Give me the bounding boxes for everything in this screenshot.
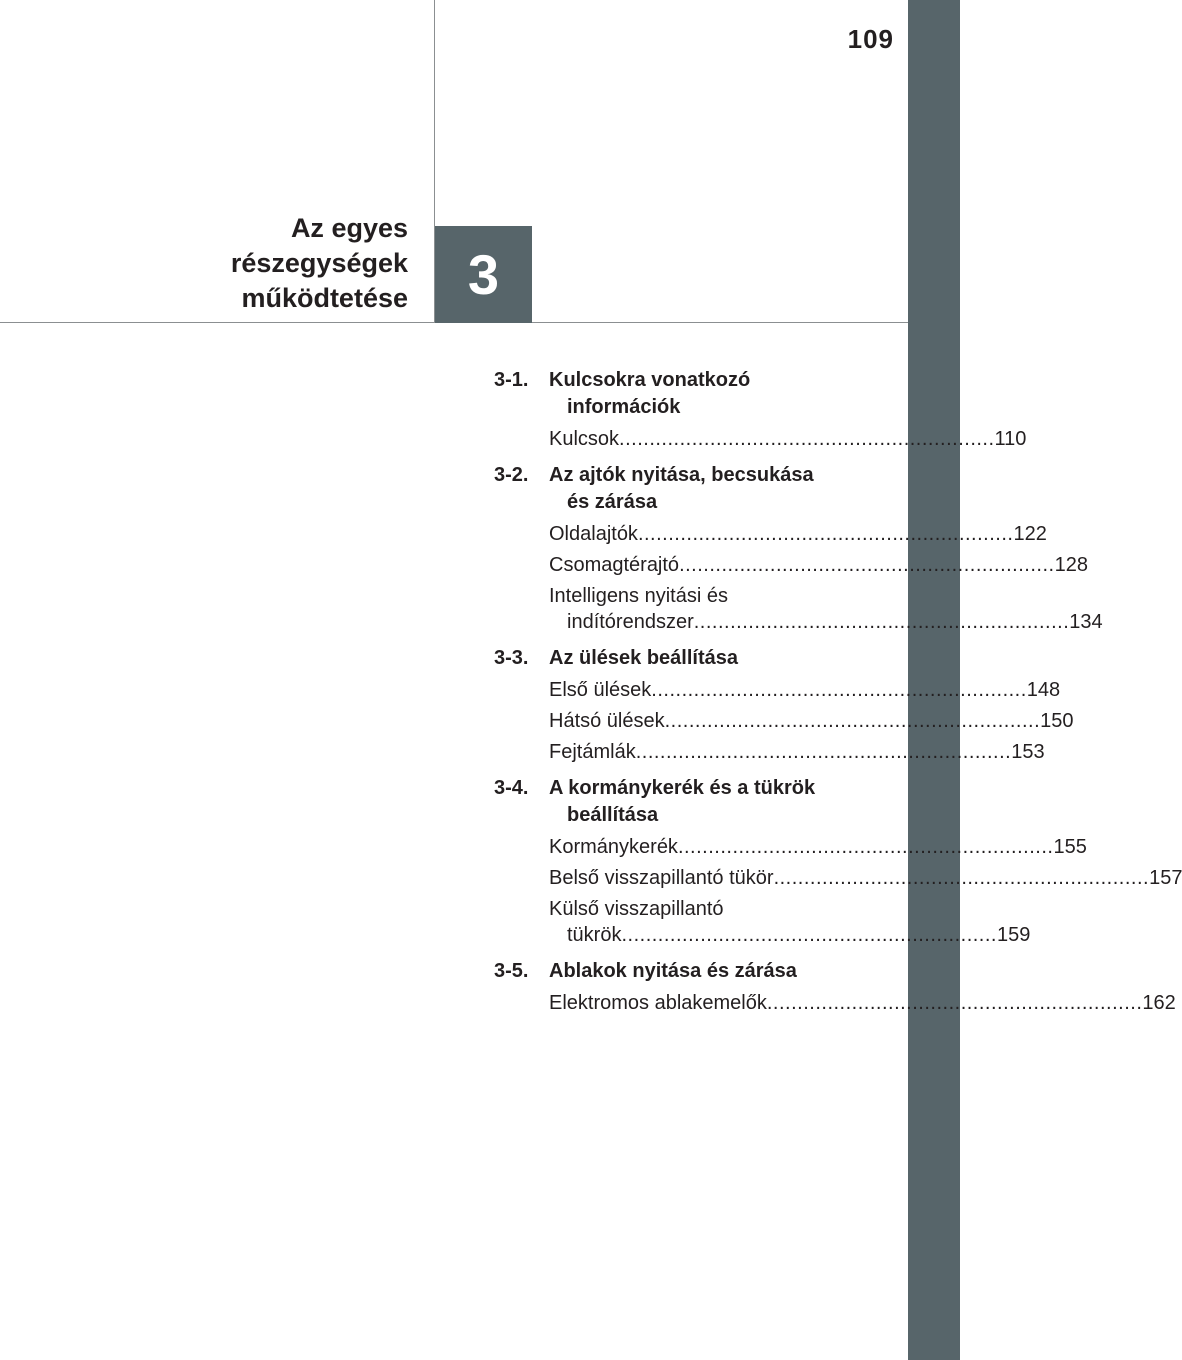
section-title	[549, 462, 850, 516]
entry-page: 162	[1142, 992, 1176, 1014]
entry-page: 122	[1013, 523, 1047, 545]
toc-section[interactable]	[494, 645, 850, 672]
section-title-line: és zárása	[567, 491, 658, 513]
toc-section[interactable]	[494, 462, 850, 516]
toc-section[interactable]	[494, 367, 850, 421]
toc-entry[interactable]	[549, 583, 1103, 635]
toc-entry[interactable]	[549, 739, 1045, 765]
entry-label: Első ülések	[549, 679, 652, 701]
leader-dots: ..............................................................	[766, 992, 1143, 1014]
entry-page: 128	[1054, 554, 1088, 576]
section-title	[549, 367, 850, 421]
leader-dots: ..............................................................	[677, 836, 1054, 858]
toc-entry[interactable]	[549, 896, 1031, 948]
section-number: 3-5.	[494, 960, 529, 982]
entry-label: Belső visszapillantó tükör	[549, 867, 774, 889]
toc-section[interactable]	[494, 958, 850, 985]
entry-page: 134	[1069, 611, 1103, 633]
entry-label: Oldalajtók	[549, 523, 638, 545]
toc-entry[interactable]	[549, 990, 1176, 1016]
entry-page: 155	[1053, 836, 1087, 858]
leader-dots: ..............................................................	[679, 554, 1055, 576]
section-title-line: beállítása	[567, 804, 659, 826]
chapter-title-line: működtetése	[241, 283, 408, 313]
entry-label: Hátsó ülések	[549, 710, 665, 732]
entry-label: tükrök	[567, 924, 622, 946]
section-title-line: információk	[567, 396, 681, 418]
section-title-line: Kulcsokra vonatkozó	[549, 369, 751, 391]
entry-page: 153	[1011, 741, 1045, 763]
entry-label: Elektromos ablakemelők	[549, 992, 767, 1014]
entry-label: indítórendszer	[567, 611, 694, 633]
toc-entry[interactable]	[549, 834, 1087, 860]
section-title: Az ülések beállítása	[549, 647, 738, 669]
entry-label: Csomagtérajtó	[549, 554, 680, 576]
entry-label: Fejtámlák	[549, 741, 636, 763]
toc-entry[interactable]	[549, 677, 1061, 703]
leader-dots: ..............................................................	[693, 611, 1070, 633]
leader-dots: ..............................................................	[651, 679, 1027, 701]
entry-label: Külső visszapillantó	[549, 898, 724, 920]
section-title: Ablakok nyitása és zárása	[549, 960, 797, 982]
toc-entry[interactable]	[549, 426, 1027, 452]
page-number: 109	[847, 24, 894, 54]
section-number: 3-2.	[494, 464, 529, 486]
leader-dots: ..............................................................	[619, 428, 995, 450]
section-title-line: Az ajtók nyitása, becsukása	[549, 464, 814, 486]
section-title	[549, 775, 850, 829]
entry-label: Intelligens nyitási és	[549, 585, 728, 607]
section-number: 3-3.	[494, 647, 529, 669]
chapter-title	[108, 211, 408, 316]
toc-entry[interactable]	[549, 552, 1088, 578]
toc-section[interactable]	[494, 775, 850, 829]
chapter-number-box: 3	[435, 226, 532, 323]
leader-dots: ..............................................................	[621, 924, 997, 946]
section-number: 3-1.	[494, 369, 529, 391]
section-number: 3-4.	[494, 777, 529, 799]
toc-entry[interactable]	[549, 521, 1047, 547]
toc-entry[interactable]	[549, 708, 1074, 734]
entry-page: 157	[1149, 867, 1182, 889]
entry-page: 150	[1040, 710, 1074, 732]
leader-dots: ..............................................................	[635, 741, 1012, 763]
entry-label: Kormánykerék	[549, 836, 678, 858]
chapter-title-line: Az egyes	[290, 213, 408, 243]
toc-entry[interactable]	[549, 865, 1182, 891]
entry-page: 148	[1026, 679, 1061, 701]
leader-dots: ..............................................................	[637, 523, 1014, 545]
section-title-line: A kormánykerék és a tükrök	[549, 777, 816, 799]
leader-dots: ..............................................................	[773, 867, 1150, 889]
leader-dots: ..............................................................	[664, 710, 1041, 732]
entry-page: 110	[994, 428, 1027, 450]
chapter-title-line: részegységek	[230, 248, 408, 278]
table-of-contents	[494, 367, 1182, 1026]
entry-label: Kulcsok	[549, 428, 620, 450]
entry-page: 159	[996, 924, 1031, 946]
